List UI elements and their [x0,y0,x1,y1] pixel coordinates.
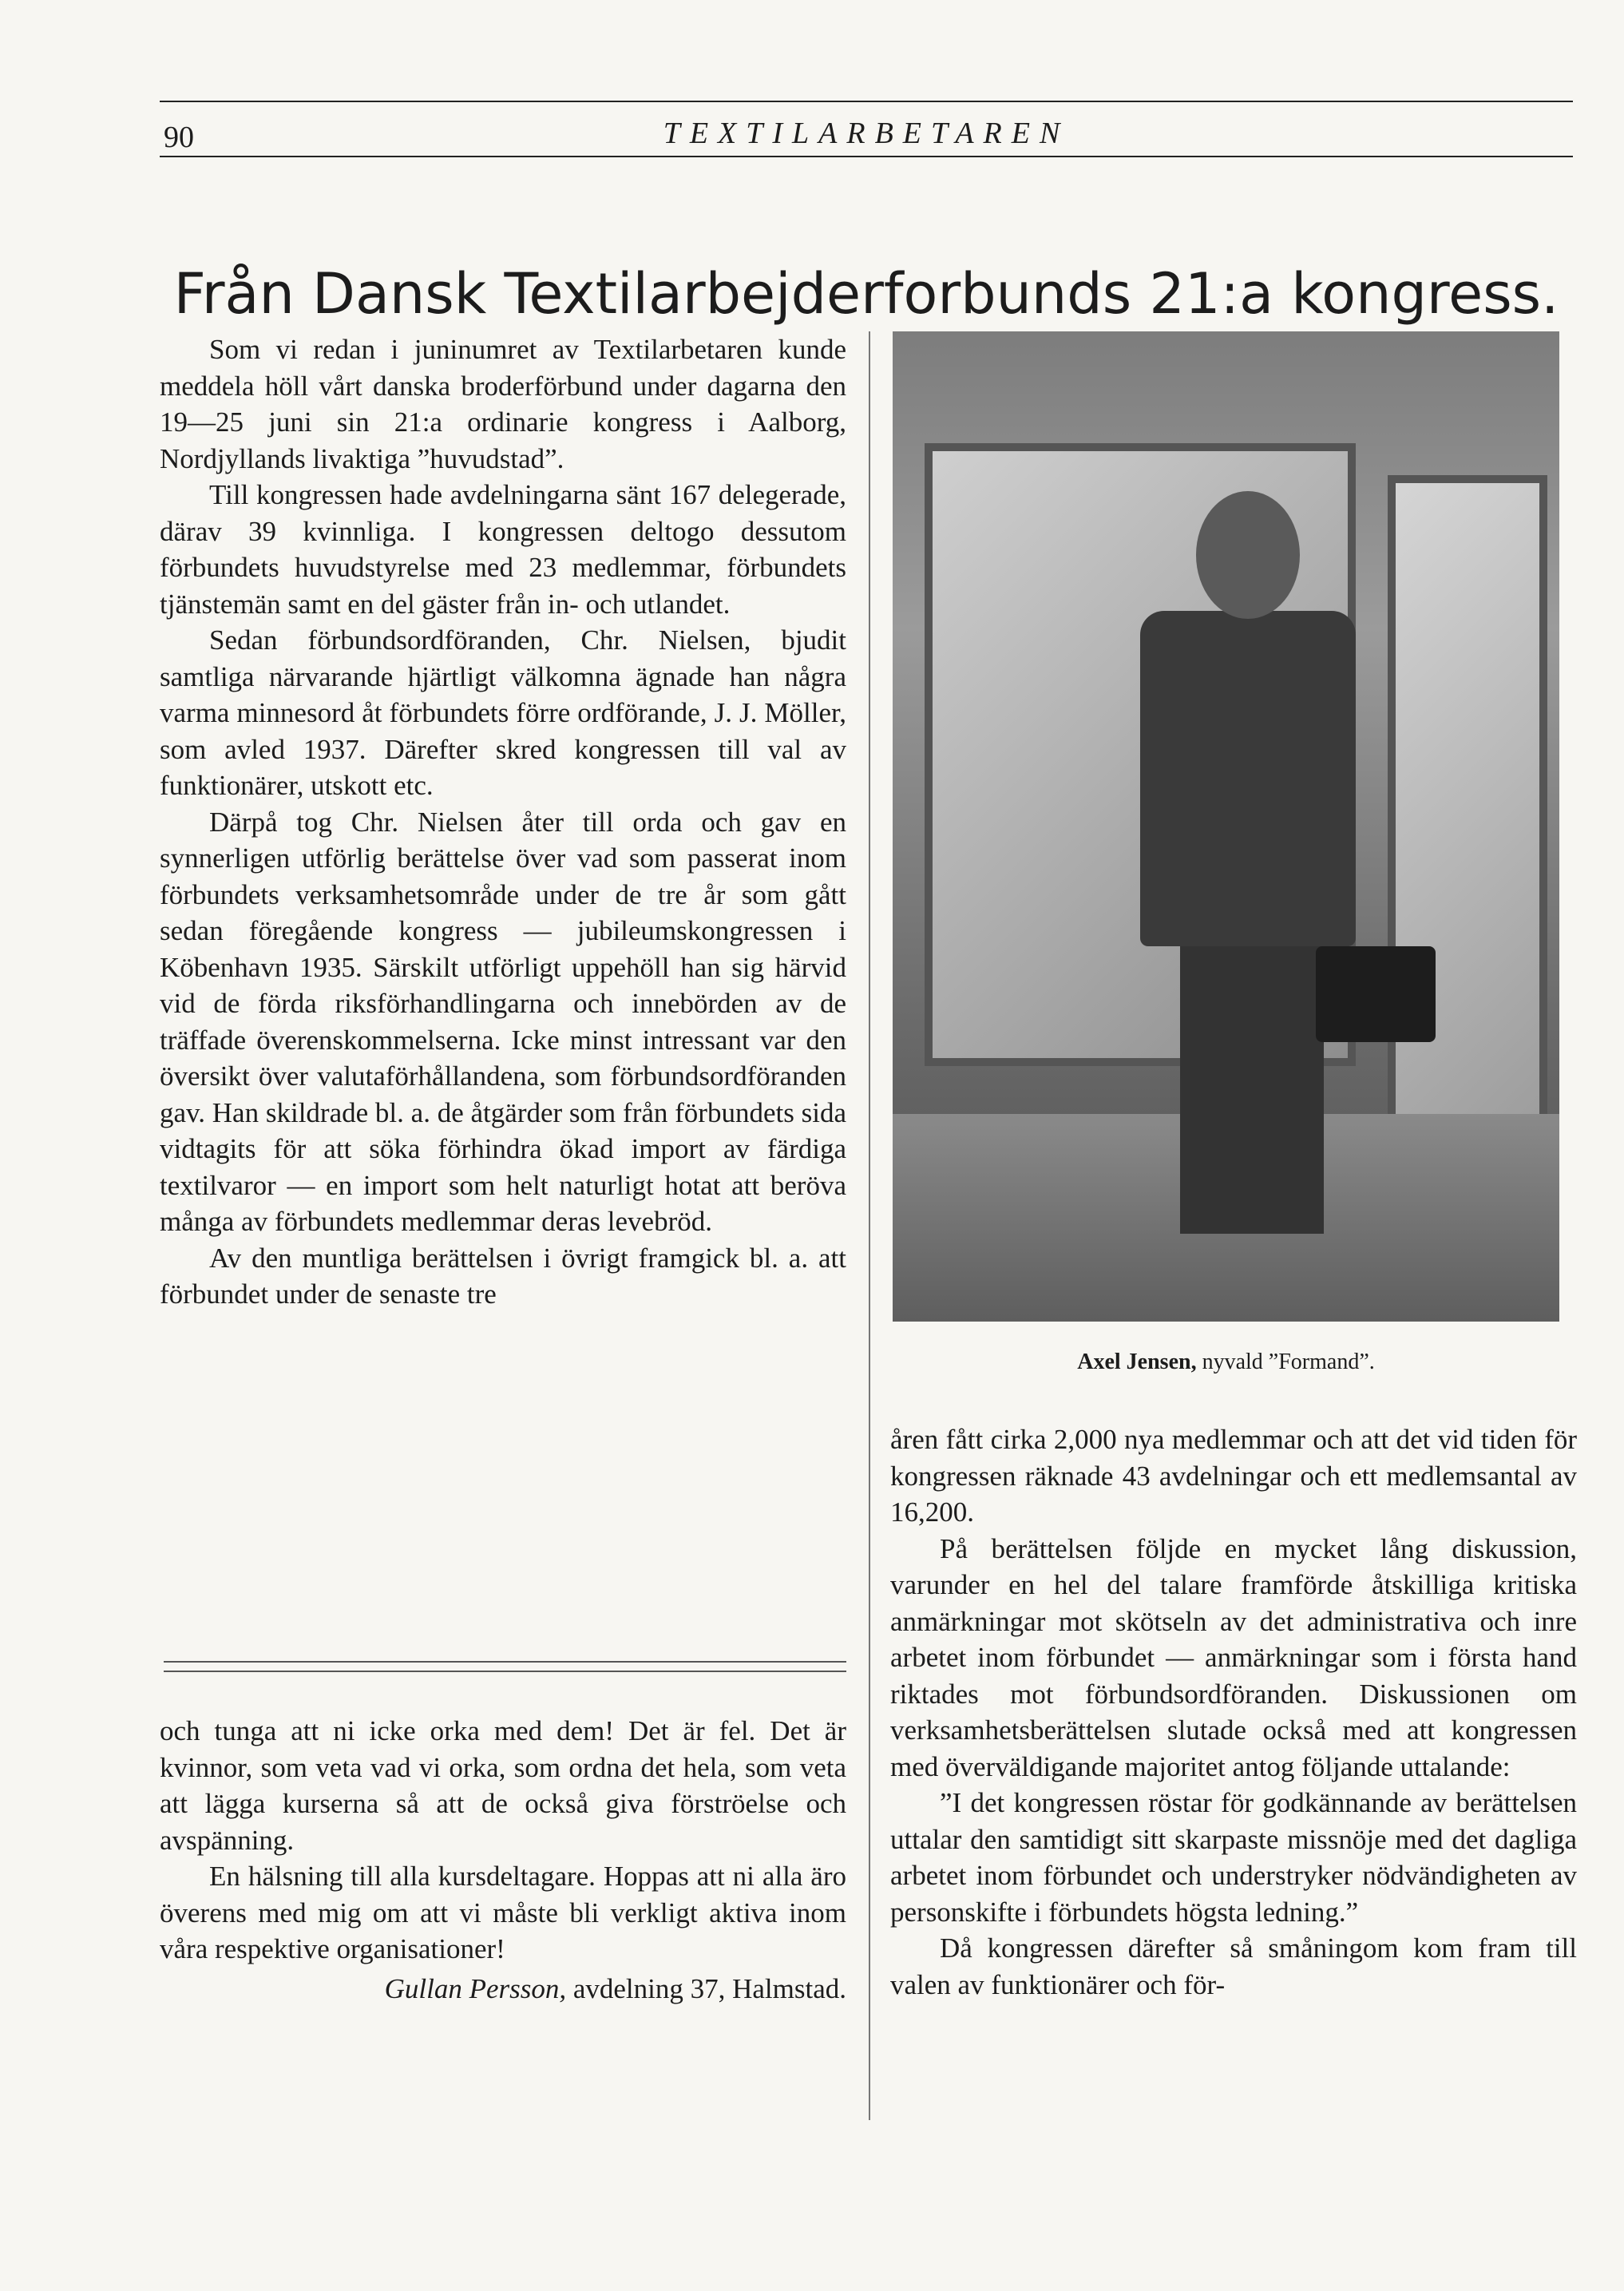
letter-paragraph: En hälsning till alla kursdeltagare. Hoppas att ni alla äro överens med mig om att vi måste bli verkligt aktiva inom våra respektive organisationer! [160,1861,846,1964]
signature-name: Gullan Persson, [384,1972,567,2004]
page-number: 90 [164,121,194,154]
caption-text: nyvald ”Formand”. [1196,1350,1375,1374]
article-paragraph: Av den muntliga berättelsen i övrigt framgick bl. a. att förbundet under de senaste tre [160,1242,846,1310]
article-paragraph: ”I det kongressen röstar för godkännande av berättelsen uttalar den samtidigt sitt skarpaste missnöje med det dagliga arbetet inom förbundet och understryker nödvändigheten av personskifte i förbundets högsta ledning.” [890,1787,1577,1928]
article-paragraph: Som vi redan i juninumret av Textilarbetaren kunde meddela höll vårt danska broderförbund under dagarna den 19—25 juni sin 21:a ordinarie kongress i Aalborg, Nordjyllands livaktiga ”huvudstad”. [160,334,846,474]
article-right-column [890,1421,1577,2003]
article-title: Från Dansk Textilarbejderforbunds 21:a kongress. [173,260,1559,327]
running-title: TEXTILARBETAREN [663,117,1070,150]
letter-paragraph: och tunga att ni icke orka med dem! Det är fel. Det är kvinnor, som veta vad vi orka, som ordna det hela, som veta att lägga kurserna så att de också giva förströelse och avspänning. [160,1715,846,1856]
briefcase [1316,946,1436,1042]
header-rule-top [160,101,1573,102]
caption-name: Axel Jensen, [1077,1350,1197,1374]
person-figure [1180,938,1324,1234]
article-paragraph: På berättelsen följde en mycket lång diskussion, varunder en hel del talare framförde åtskilliga kritiska anmärkningar mot skötseln av det administrativa och inre arbetet inom förbundet — anmärkningar som i första hand riktades mot förbundsordföranden. Diskussionen om verksamhetsberättelsen slutade också med att kongressen med överväldigande majoritet antog följande uttalande: [890,1532,1577,1782]
portrait-photo [893,331,1559,1322]
person-figure [1140,611,1356,946]
signature-text: avdelning 37, Halmstad. [566,1972,846,2004]
article-paragraph: Sedan förbundsordföranden, Chr. Nielsen, bjudit samtliga närvarande hjärtligt välkomna ägnade han några varma minnesord åt förbundets förre ordförande, J. J. Möller, som avled 1937. Därefter skred kongressen till val av funktionärer, utskott etc. [160,624,846,801]
article-paragraph: Till kongressen hade avdelningarna sänt 167 delegerade, därav 39 kvinnliga. I kongressen deltogo dessutom förbundets huvudstyrelse med 23 medlemmar, förbundets tjänstemän samt en del gäster från in- och utlandet. [160,479,846,620]
article-paragraph: åren fått cirka 2,000 nya medlemmar och att det vid tiden för kongressen räknade 43 avdelningar och ett medlemsantal av 16,200. [890,1424,1577,1528]
letter-column [160,1713,846,2007]
section-divider [164,1661,846,1663]
section-divider [164,1671,846,1672]
person-head [1196,491,1300,619]
article-paragraph: Därpå tog Chr. Nielsen åter till orda och gav en synnerligen utförlig berättelse över vad som passerat inom förbundets verksamhetsområde under de tre år som gått sedan föregående kongress — jubileumskongressen i Köbenhavn 1935. Särskilt utförligt uppehöll han sig härvid vid de förda riksförhandlingarna och innebörden av de träffade överenskommelserna. Icke minst intressant var den översikt över valutaförhållandena, som förbundsordföranden gav. Han skildrade bl. a. de åtgärder som från förbundets sida vidtagits för att söka förhindra ökad import av färdiga textilvaror — en import som helt naturligt hotat att beröva många av förbundets medlemmar deras levebröd. [160,806,846,1237]
article-paragraph: Då kongressen därefter så småningom kom fram till valen av funktionärer och för- [890,1932,1577,2000]
shop-window [1388,475,1547,1178]
column-divider [869,331,870,2120]
photo-caption [893,1350,1559,1375]
article-left-column [160,331,846,1313]
header-rule-bottom [160,156,1573,157]
letter-signature [160,1971,846,2008]
